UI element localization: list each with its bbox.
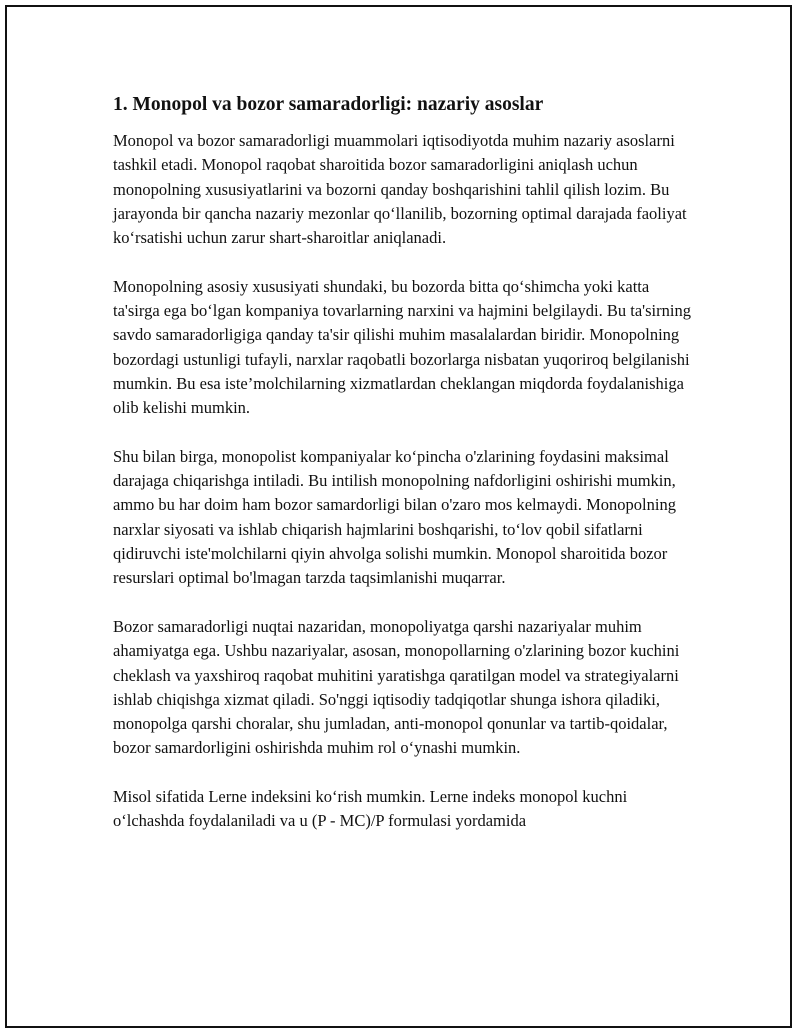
section-heading: 1. Monopol va bozor samaradorligi: nazariy asoslar <box>113 94 544 115</box>
paragraph-intro: Monopol va bozor samaradorligi muammolari iqtisodiyotda muhim nazariy asoslarni tashkil etadi. Monopol raqobat sharoitida bozor samaradorligini aniqlash uchun monopolning xususiyatlarini va bozorni qanday boshqarishini tahlil qilish lozim. Bu jarayonda bir qancha nazariy mezonlar qo‘llanilib, bozorning optimal darajada faoliyat ko‘rsatishi uchun zarur shart-sharoitlar aniqlanadi. <box>113 131 687 248</box>
paragraph-profit-maximization: Shu bilan birga, monopolist kompaniyalar ko‘pincha o'zlarining foydasini maksimal darajaga chiqarishga intiladi. Bu intilish monopolning nafdorligini oshirishi mumkin, ammo bu har doim ham bozor samardorligi bilan o'zaro mos kelmaydi. Monopolning narxlar siyosati va ishlab chiqarish hajmlarini boshqarishi, to‘lov qobil sifatlarni qidiruvchi iste'molchilarni qiyin ahvolga solishi mumkin. Monopol sharoitida bozor resurslari optimal bo'lmagan tarzda taqsimlanishi muqarrar. <box>113 446 676 588</box>
paragraph-monopoly-features: Monopolning asosiy xususiyati shundaki, bu bozorda bitta qo‘shimcha yoki katta ta'sirga ega bo‘lgan kompaniya tovarlarning narxini va hajmini belgilaydi. Bu ta'sirning savdo samaradorligiga qanday ta'sir qilishi muhim masalalardan biridir. Monopolning bozordagi ustunligi tufayli, narxlar raqobatli bozorlarga nisbatan yuqoriroq belgilanishi mumkin. Bu esa iste’molchilarning xizmatlardan cheklangan miqdorda foydalanishiga olib kelishi mumkin. <box>113 276 691 418</box>
paragraph-antimonopoly-theories: Bozor samaradorligi nuqtai nazaridan, monopoliyatga qarshi nazariyalar muhim ahamiyatga ega. Ushbu nazariyalar, asosan, monopollarning o'zlarining bozor kuchini cheklash va yaxshiroq raqobat muhitini yaratishga qaratilgan model va strategiyalarni ishlab chiqishga xizmat qiladi. So'nggi iqtisodiy tadqiqotlar shunga ishora qiladiki, monopolga qarshi choralar, shu jumladan, anti-monopol qonunlar va tartib-qoidalar, bozor samardorligini oshirishda muhim rol o‘ynashi mumkin. <box>113 616 680 758</box>
paragraph-lerner-index: Misol sifatida Lerne indeksini ko‘rish mumkin. Lerne indeks monopol kuchni o‘lchashda foydalaniladi va u (P - MC)/P formulasi yordamida <box>113 787 628 831</box>
document-body <box>113 92 693 858</box>
